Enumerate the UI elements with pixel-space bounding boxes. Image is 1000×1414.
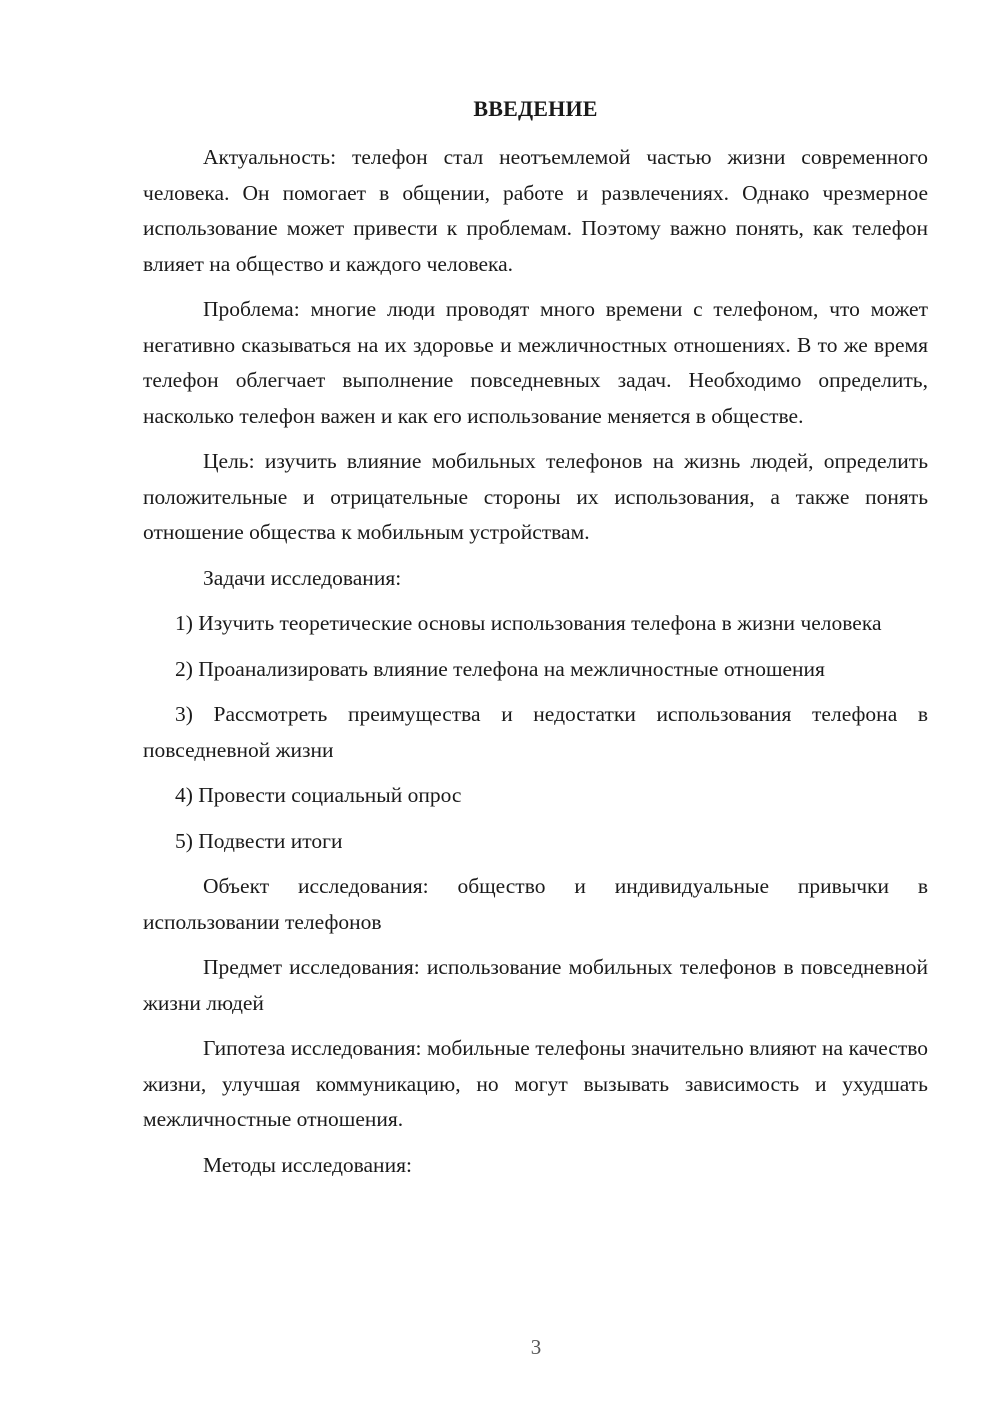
object-paragraph: Объект исследования: общество и индивидуальные привычки в использовании телефонов (143, 874, 928, 934)
task-item-4: 4) Провести социальный опрос (175, 783, 462, 807)
hypothesis-paragraph: Гипотеза исследования: мобильные телефоны значительно влияют на качество жизни, улучшая коммуникацию, но могут вызывать зависимость и ухудшать межличностные отношения. (143, 1036, 928, 1131)
tasks-heading: Задачи исследования: (203, 565, 402, 590)
methods-heading: Методы исследования: (203, 1152, 412, 1177)
task-item-3: 3) Рассмотреть преимущества и недостатки использования телефона в повседневной жизни (143, 702, 928, 762)
goal-paragraph: Цель: изучить влияние мобильных телефонов на жизнь людей, определить положительные и отрицательные стороны их использования, а также понять отношение общества к мобильным устройствам. (143, 449, 928, 544)
task-item-5: 5) Подвести итоги (175, 828, 343, 853)
task-item-1: 1) Изучить теоретические основы использования телефона в жизни человека (175, 611, 882, 635)
relevance-paragraph: Актуальность: телефон стал неотъемлемой частью жизни современного человека. Он помогает в общении, работе и развлечениях. Однако чрезмерное использование может привести к проблемам. Поэтому важно понять, как телефон влияет на общество и каждого человека. (143, 145, 928, 276)
page-content (143, 94, 928, 1193)
section-title: ВВЕДЕНИЕ (473, 96, 598, 121)
subject-paragraph: Предмет исследования: использование мобильных телефонов в повседневной жизни людей (143, 955, 928, 1015)
problem-paragraph: Проблема: многие люди проводят много времени с телефоном, что может негативно сказываться на их здоровье и межличностных отношениях. В то же время телефон облегчает выполнение повседневных задач. Необходимо определить, насколько телефон важен и как его использование меняется в обществе. (143, 297, 928, 428)
task-item-2: 2) Проанализировать влияние телефона на межличностные отношения (175, 656, 825, 681)
page-number: 3 (530, 1335, 542, 1359)
